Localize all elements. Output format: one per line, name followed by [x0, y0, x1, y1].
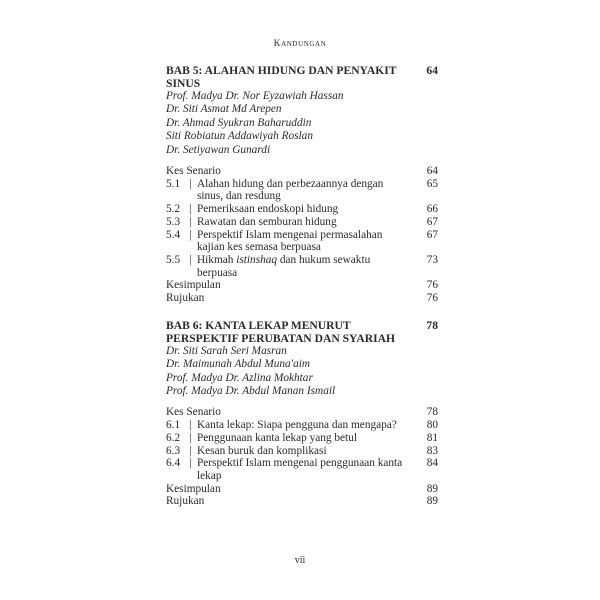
separator: |: [189, 419, 192, 432]
author-list: [166, 345, 438, 399]
entry-page: 67: [426, 228, 438, 241]
toc-entry: [166, 254, 438, 279]
toc-entry: [166, 178, 438, 203]
entry-page: 78: [426, 406, 438, 419]
author-name: Prof. Madya Dr. Azlina Mokhtar: [166, 371, 313, 384]
chapter-section: [166, 64, 438, 305]
toc-entry: [166, 495, 438, 508]
separator: |: [189, 177, 192, 190]
entry-title: Penggunaan kanta lekap yang betul: [197, 431, 357, 444]
toc-entry: [166, 445, 438, 458]
numbered-entry: [166, 457, 412, 482]
entry-text-wrap: [166, 203, 420, 216]
entry-text-wrap: [166, 254, 420, 279]
chapter-section: [166, 319, 438, 508]
entry-title-italic: istinshaq: [236, 253, 278, 266]
toc-entry: [166, 203, 438, 216]
numbered-entry: [166, 419, 412, 432]
entry-text-wrap: Kes Senario: [166, 406, 221, 419]
toc-entry: [166, 279, 438, 292]
numbered-entry: [166, 216, 412, 229]
entry-title-pre: Hikmah: [197, 253, 237, 266]
entry-list: [166, 165, 438, 305]
entry-text-wrap: [166, 419, 420, 432]
separator: |: [189, 203, 192, 216]
section-number: 6.2: [166, 431, 181, 444]
numbered-entry: [166, 432, 412, 445]
entry-title: Rawatan dan semburan hidung: [197, 215, 337, 228]
author-name: Siti Robiatun Addawiyah Roslan: [166, 130, 313, 143]
author-name: Prof. Madya Dr. Nor Eyzawiah Hassan: [166, 90, 344, 102]
numbered-entry: [166, 254, 412, 279]
entry-title: [197, 254, 412, 279]
entry-text-wrap: Kes Senario: [166, 165, 221, 178]
section-number: 6.3: [166, 444, 181, 457]
page-number: vii: [294, 555, 306, 566]
entry-text-wrap: [166, 445, 420, 458]
section-number: 5.3: [166, 215, 181, 228]
toc-entry: [166, 216, 438, 229]
entry-page: 66: [426, 203, 438, 216]
entry-page: 67: [426, 215, 438, 228]
entry-page: 89: [426, 482, 438, 495]
author-list: [166, 90, 438, 157]
entry-page: 81: [426, 431, 438, 444]
entry-page: 73: [426, 253, 438, 266]
entry-text-wrap: Rujukan: [166, 495, 205, 508]
chapter-title: BAB 6: KANTA LEKAP MENURUT PERSPEKTIF PERUBATAN DAN SYARIAH: [166, 318, 396, 345]
entry-page: 84: [426, 457, 438, 470]
entry-page: 83: [426, 444, 438, 457]
chapter-title-row: [166, 64, 438, 90]
section-number: 6.4: [166, 457, 181, 470]
toc-entry: [166, 432, 438, 445]
entry-title: Pemeriksaan endoskopi hidung: [197, 203, 339, 216]
entry-title: Alahan hidung dan perbezaannya dengan sinus, dan resdung: [197, 177, 384, 203]
entry-title: Kesan buruk dan komplikasi: [197, 444, 327, 457]
entry-text-wrap: Rujukan: [166, 292, 205, 305]
entry-title-post: dan hukum sewaktu berpuasa: [197, 253, 371, 279]
entry-text-wrap: Kesimpulan: [166, 482, 221, 495]
separator: |: [189, 215, 192, 228]
author-name: Dr. Siti Sarah Seri Masran: [166, 344, 287, 357]
entry-title: Perspektif Islam mengenai penggunaan kanta lekap: [197, 457, 403, 482]
author-name: Dr. Maimunah Abdul Muna'aim: [166, 358, 311, 371]
entry-page: 76: [426, 279, 438, 292]
table-of-contents: [166, 64, 438, 508]
entry-page: 64: [426, 165, 438, 178]
numbered-entry: [166, 203, 412, 216]
section-number: 5.1: [166, 177, 181, 190]
entry-text-wrap: [166, 432, 420, 445]
entry-page: 65: [426, 177, 438, 190]
chapter-title: BAB 5: ALAHAN HIDUNG DAN PENYAKIT SINUS: [166, 64, 397, 90]
entry-list: [166, 406, 438, 508]
entry-text-wrap: [166, 229, 420, 254]
chapter-page: 78: [426, 318, 438, 332]
entry-page: 80: [426, 419, 438, 432]
running-header: Kandungan: [273, 39, 327, 49]
toc-entry: [166, 229, 438, 254]
numbered-entry: [166, 178, 412, 203]
entry-text-wrap: Kesimpulan: [166, 279, 221, 292]
entry-page: 76: [426, 292, 438, 305]
section-number: 5.2: [166, 203, 181, 216]
separator: |: [189, 444, 192, 457]
entry-page: 89: [426, 495, 438, 508]
section-number: 5.4: [166, 228, 181, 241]
toc-entry: [166, 457, 438, 482]
separator: |: [189, 431, 192, 444]
toc-entry: [166, 292, 438, 305]
section-number: 5.5: [166, 253, 181, 266]
entry-text-wrap: [166, 216, 420, 229]
author-name: Dr. Ahmad Syukran Baharuddin: [166, 116, 312, 129]
separator: |: [189, 228, 192, 241]
entry-text-wrap: [166, 178, 420, 203]
numbered-entry: [166, 229, 412, 254]
author-name: Prof. Madya Dr. Abdul Manan Ismail: [166, 384, 336, 397]
separator: |: [189, 253, 192, 266]
toc-entry: [166, 165, 438, 178]
author-name: Dr. Setiyawan Gunardi: [166, 143, 271, 156]
toc-entry: [166, 406, 438, 419]
toc-entry: [166, 419, 438, 432]
entry-title: Kanta lekap: Siapa pengguna dan mengapa?: [197, 419, 397, 432]
separator: |: [189, 457, 192, 470]
entry-title: Perspektif Islam mengenai permasalahan kajian kes semasa berpuasa: [197, 228, 383, 254]
author-name: Dr. Siti Asmat Md Arepen: [166, 103, 282, 116]
chapter-page: 64: [426, 64, 438, 77]
chapter-title-row: [166, 319, 438, 345]
section-number: 6.1: [166, 419, 181, 432]
toc-entry: [166, 483, 438, 496]
numbered-entry: [166, 445, 412, 458]
entry-text-wrap: [166, 457, 420, 482]
